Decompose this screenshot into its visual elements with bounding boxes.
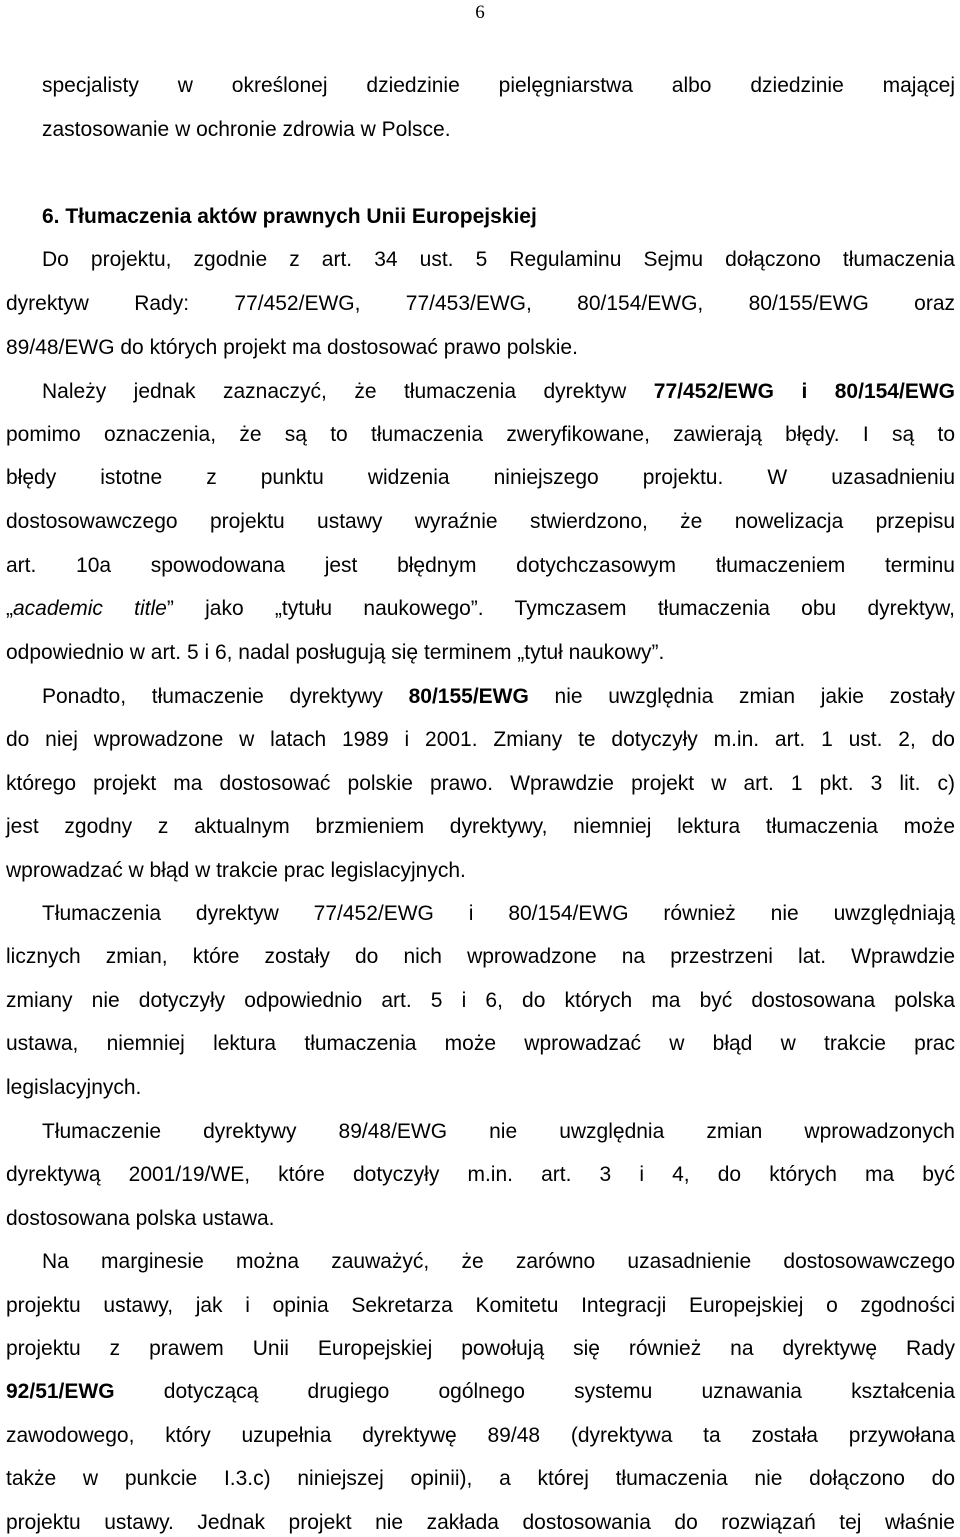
text-line: specjalisty w określonej dziedzinie pielęgniarstwa albo dziedzinie mającej	[42, 74, 955, 97]
text-line: wprowadzać w błąd w trakcie prac legislacyjnych.	[6, 859, 466, 882]
text-line: „academic title” jako „tytułu naukowego”. Tymczasem tłumaczenia obu dyrektyw,	[6, 597, 956, 620]
text-line: także w punkcie I.3.c) niniejszej opinii), a której tłumaczenia nie dołączono do	[6, 1467, 955, 1490]
text-line: projektu z prawem Unii Europejskiej powołują się również na dyrektywę Rady	[6, 1337, 955, 1360]
page-number: 6	[475, 2, 485, 23]
text-line: Na marginesie można zauważyć, że zarówno uzasadnienie dostosowawczego	[42, 1250, 955, 1273]
text-line: licznych zmian, które zostały do nich wprowadzone na przestrzeni lat. Wprawdzie	[6, 945, 955, 968]
text-line: Należy jednak zaznaczyć, że tłumaczenia dyrektyw 77/452/EWG i 80/154/EWG	[42, 380, 955, 403]
text-line: 89/48/EWG do których projekt ma dostosować prawo polskie.	[6, 336, 578, 359]
text-line: dostosowawczego projektu ustawy wyraźnie stwierdzono, że nowelizacja przepisu	[6, 510, 955, 533]
text-line: którego projekt ma dostosować polskie prawo. Wprawdzie projekt w art. 1 pkt. 3 lit. c)	[6, 772, 955, 795]
text-line: Tłumaczenie dyrektywy 89/48/EWG nie uwzględnia zmian wprowadzonych	[42, 1120, 955, 1143]
text-line: art. 10a spowodowana jest błędnym dotychczasowym tłumaczeniem terminu	[6, 554, 955, 577]
text-line: błędy istotne z punktu widzenia niniejszego projektu. W uzasadnieniu	[6, 466, 955, 489]
text-line: dostosowana polska ustawa.	[6, 1207, 275, 1230]
text-line: jest zgodny z aktualnym brzmieniem dyrektywy, niemniej lektura tłumaczenia może	[6, 815, 955, 838]
text-line: Tłumaczenia dyrektyw 77/452/EWG i 80/154/EWG również nie uwzględniają	[42, 902, 955, 925]
section-heading: 6. Tłumaczenia aktów prawnych Unii Europejskiej	[42, 205, 537, 228]
text-line: dyrektywą 2001/19/WE, które dotyczyły m.in. art. 3 i 4, do których ma być	[6, 1163, 955, 1186]
text-line: Do projektu, zgodnie z art. 34 ust. 5 Regulaminu Sejmu dołączono tłumaczenia	[42, 248, 955, 271]
text-line: 92/51/EWG dotyczącą drugiego ogólnego systemu uznawania kształcenia	[6, 1380, 955, 1403]
text-line: do niej wprowadzone w latach 1989 i 2001. Zmiany te dotyczyły m.in. art. 1 ust. 2, do	[6, 728, 955, 751]
text-line: pomimo oznaczenia, że są to tłumaczenia zweryfikowane, zawierają błędy. I są to	[6, 423, 955, 446]
text-line: ustawa, niemniej lektura tłumaczenia może wprowadzać w błąd w trakcie prac	[6, 1032, 955, 1055]
text-line: zmiany nie dotyczyły odpowiednio art. 5 i 6, do których ma być dostosowana polska	[6, 989, 955, 1012]
text-line: legislacyjnych.	[6, 1076, 142, 1099]
text-line: zastosowanie w ochronie zdrowia w Polsce.	[42, 118, 451, 141]
text-line: Ponadto, tłumaczenie dyrektywy 80/155/EWG nie uwzględnia zmian jakie zostały	[42, 685, 955, 708]
text-line: projektu ustawy. Jednak projekt nie zakłada dostosowania do rozwiązań tej właśnie	[6, 1511, 955, 1534]
text-line: odpowiednio w art. 5 i 6, nadal posługują się terminem „tytuł naukowy”.	[6, 641, 665, 664]
text-line: projektu ustawy, jak i opinia Sekretarza Komitetu Integracji Europejskiej o zgodności	[6, 1294, 955, 1317]
text-line: dyrektyw Rady: 77/452/EWG, 77/453/EWG, 80/154/EWG, 80/155/EWG oraz	[6, 292, 955, 315]
text-line: zawodowego, który uzupełnia dyrektywę 89/48 (dyrektywa ta została przywołana	[6, 1424, 955, 1447]
